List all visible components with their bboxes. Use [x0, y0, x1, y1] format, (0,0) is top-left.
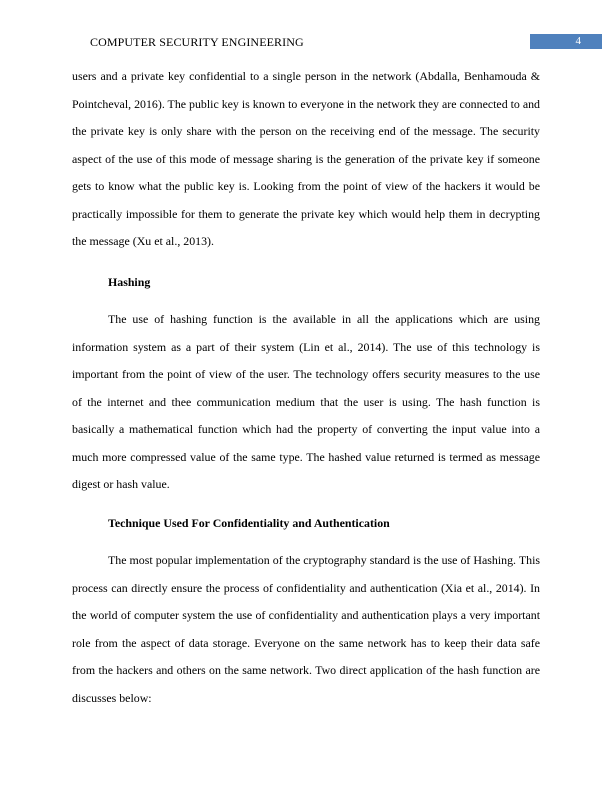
heading-technique: Technique Used For Confidentiality and Authentication: [108, 516, 390, 530]
paragraph-public-key: users and a private key confidential to a single person in the network (Abdalla, Benhamouda & Pointcheval, 2016). The public key is known to everyone in the network they are connected to and the private key is only share with the person on the receiving end of the message. The security aspect of the use of this mode of message sharing is the generation of the private key if someone gets to know what the public key is. Looking from the point of view of the hackers it would be practically impossible for them to generate the private key which would help them in decrypting the message (Xu et al., 2013).: [72, 69, 541, 248]
running-head-title: COMPUTER SECURITY ENGINEERING: [90, 35, 304, 49]
heading-hashing: Hashing: [108, 275, 151, 289]
paragraph-hashing: The use of hashing function is the available in all the applications which are using information system as a part of their system (Lin et al., 2014). The use of this technology is important from the point of view of the user. The technology offers security measures to the use of the internet and thee communication medium that the user is using. The hash function is basically a mathematical function which had the property of converting the input value into a much more compressed value of the same type. The hashed value returned is termed as message digest or hash value.: [72, 312, 540, 491]
page-number: 4: [530, 34, 602, 49]
paragraph-technique: The most popular implementation of the cryptography standard is the use of Hashing. This process can directly ensure the process of confidentiality and authentication (Xia et al., 2014). In the world of computer system the use of confidentiality and authentication plays a very important role from the aspect of data storage. Everyone on the same network has to keep their data safe from the hackers and others on the same network. Two direct application of the hash function are discusses below:: [72, 553, 540, 705]
